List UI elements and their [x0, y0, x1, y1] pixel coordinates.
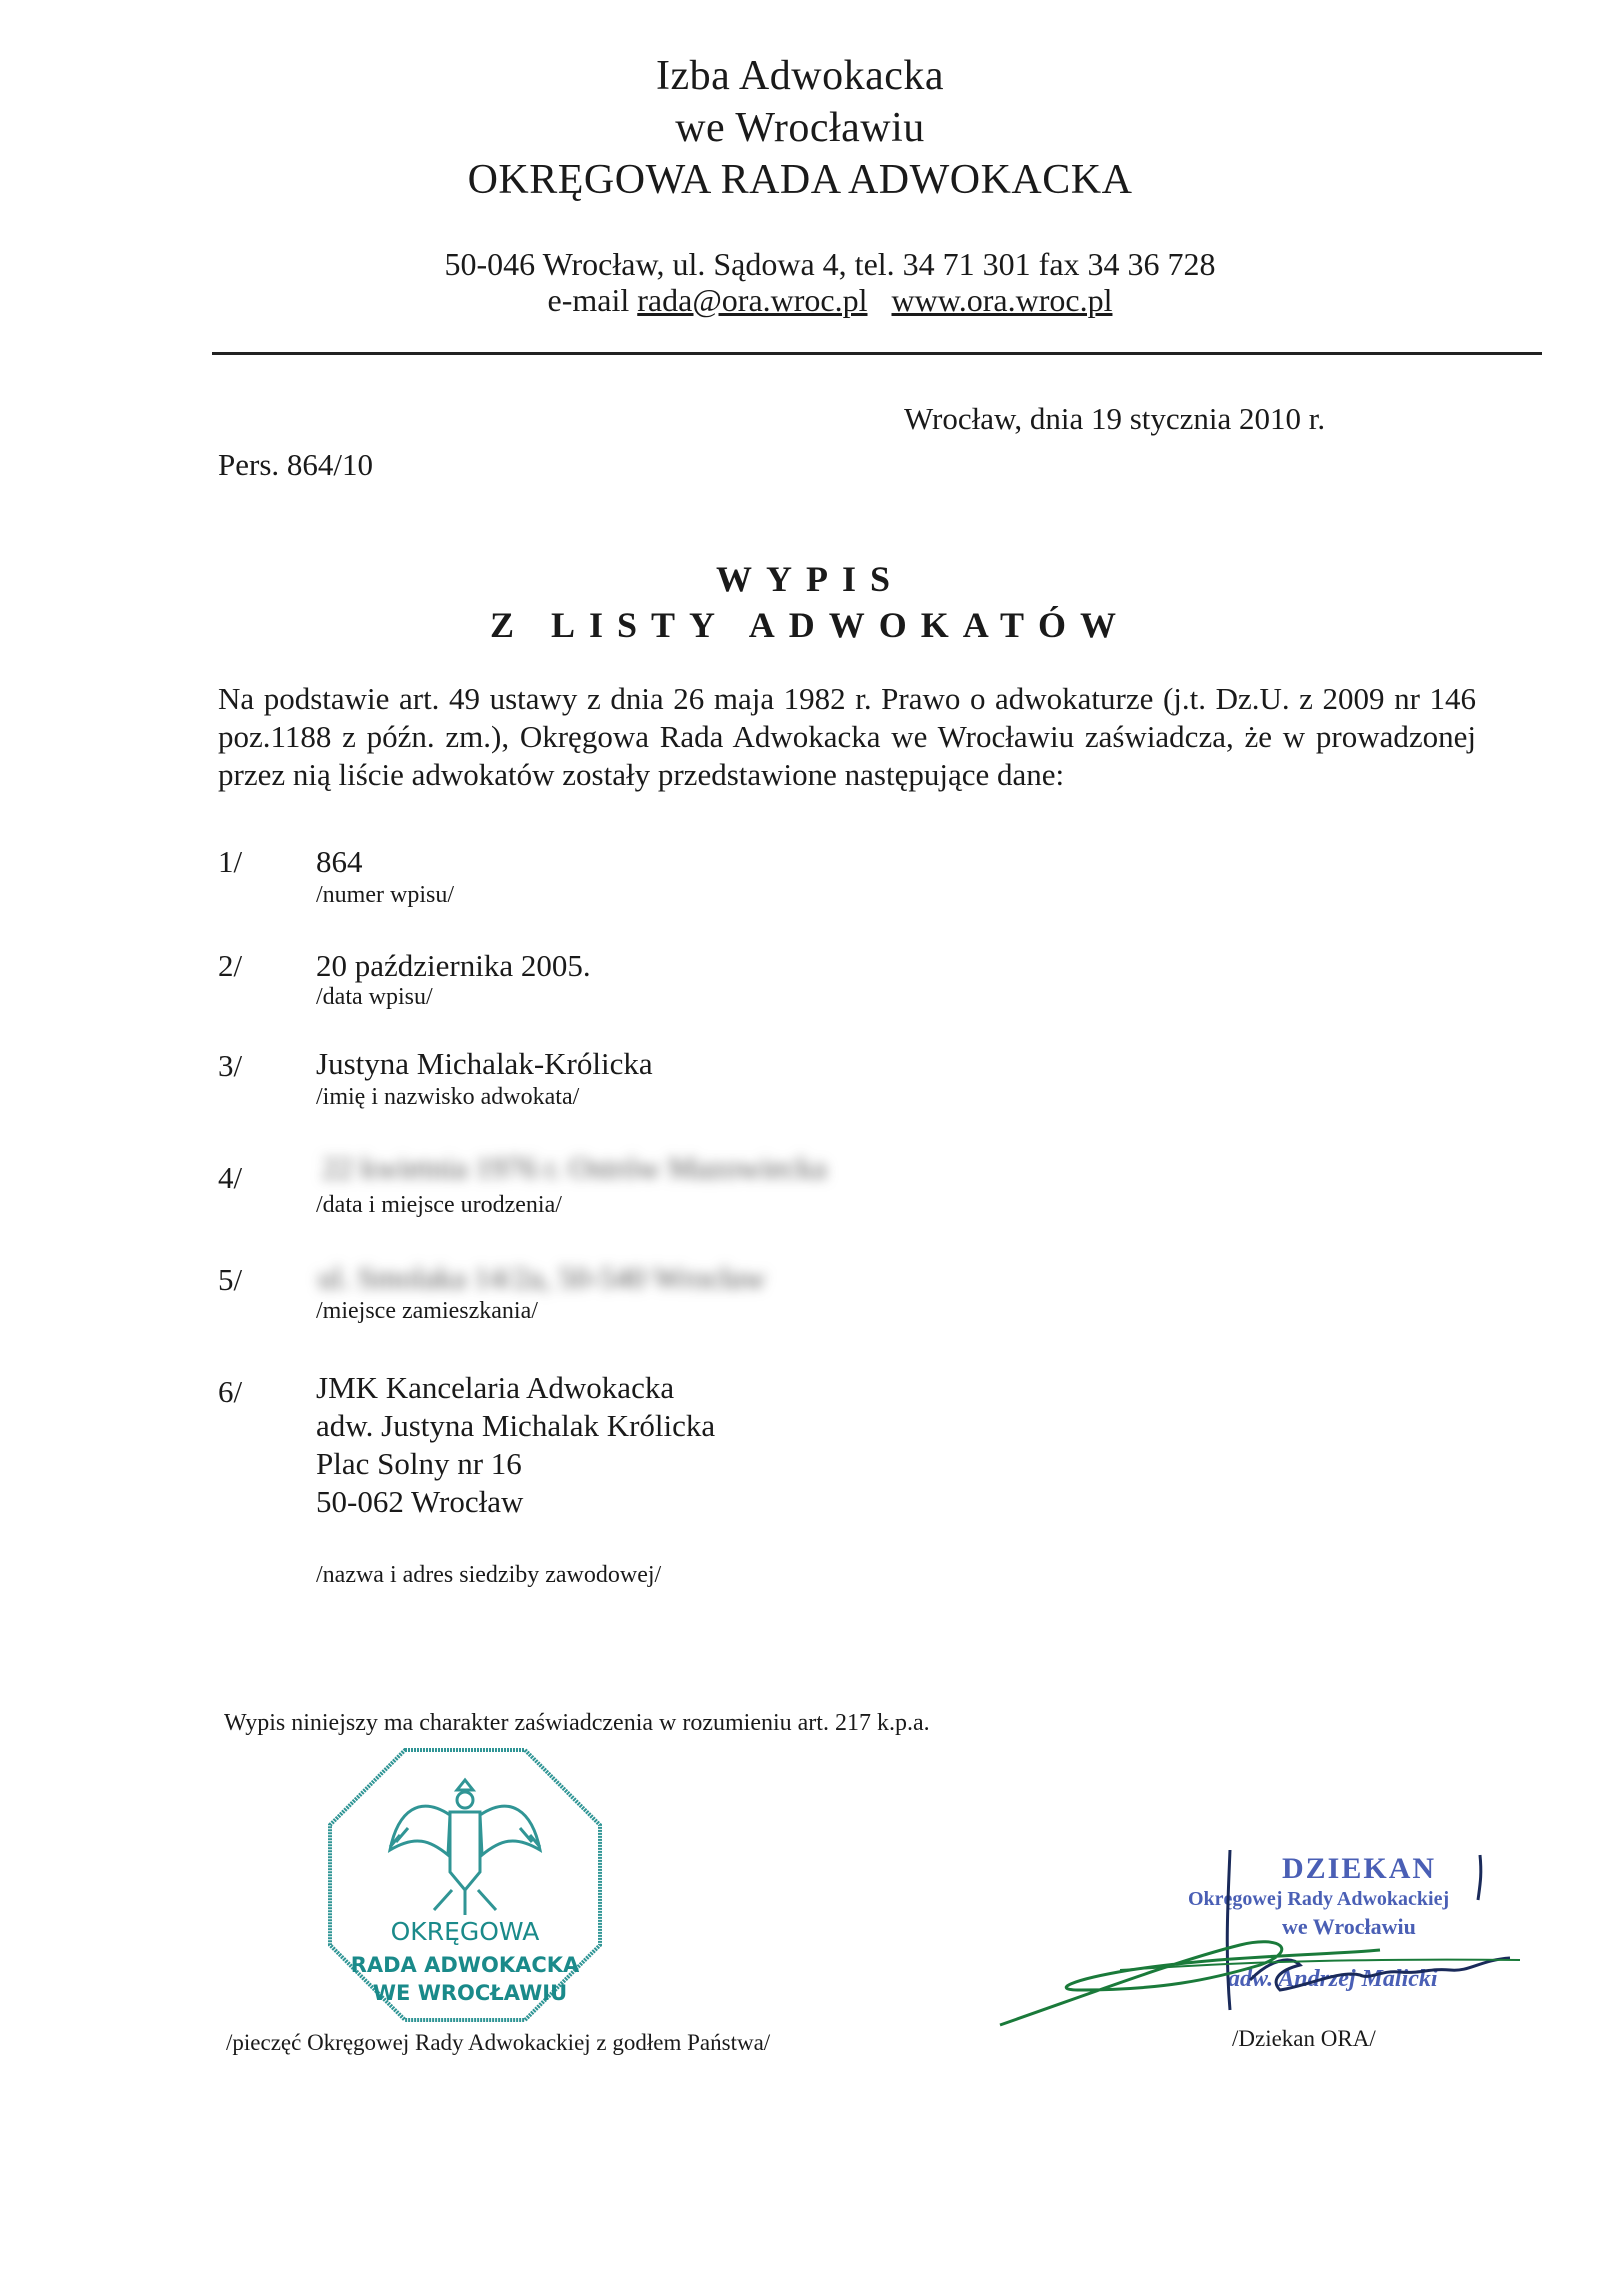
- dean-stamp-line: we Wrocławiu: [1282, 1914, 1416, 1939]
- entry-number: 2/: [218, 948, 243, 983]
- header-address: 50-046 Wrocław, ul. Sądowa 4, tel. 34 71 301 fax 34 36 728: [444, 246, 1216, 282]
- entry-value-line: JMK Kancelaria Adwokacka: [316, 1370, 675, 1405]
- dean-caption: /Dziekan ORA/: [1232, 2026, 1376, 2051]
- document-title: WYPIS: [715, 559, 905, 599]
- dean-stamp-line: Okręgowej Rady Adwokackiej: [1188, 1888, 1450, 1910]
- website-link[interactable]: www.ora.wroc.pl: [891, 282, 1113, 318]
- entry-number: 6/: [218, 1374, 243, 1409]
- email-prefix: e-mail: [547, 282, 630, 318]
- official-stamp: [320, 1740, 610, 2030]
- stamp-caption: /pieczęć Okręgowej Rady Adwokackiej z godłem Państwa/: [226, 2030, 771, 2055]
- entry-value-line: Plac Solny nr 16: [316, 1446, 522, 1481]
- entry-value-redacted: ul. Smolaka 14/2a, 50-540 Wrocław: [318, 1260, 766, 1295]
- header-divider: [212, 352, 1542, 355]
- date-line: Wrocław, dnia 19 stycznia 2010 r.: [904, 401, 1326, 436]
- dean-stamp-title: DZIEKAN: [1282, 1852, 1437, 1885]
- header-contact-line: [30, 282, 1600, 319]
- entry-label: /miejsce zamieszkania/: [316, 1298, 538, 1324]
- entry-value: 864: [316, 844, 363, 879]
- header-city: we Wrocławiu: [675, 105, 925, 151]
- entry-value: 20 października 2005.: [316, 948, 591, 983]
- entry-value: Justyna Michalak-Królicka: [316, 1046, 653, 1081]
- eagle-emblem-icon: [390, 1780, 540, 1915]
- stamp-text-line: RADA ADWOKACKA: [350, 1953, 580, 1977]
- dean-stamp-name: adw. Andrzej Malicki: [1228, 1966, 1438, 1992]
- document-subtitle: Z LISTY ADWOKATÓW: [489, 605, 1131, 645]
- entry-number: 4/: [218, 1160, 243, 1195]
- entry-label: /data wpisu/: [316, 984, 433, 1010]
- header-chamber-name: Izba Adwokacka: [655, 53, 945, 99]
- entry-number: 3/: [218, 1048, 243, 1083]
- entry-label: /numer wpisu/: [316, 882, 454, 908]
- certificate-note: Wypis niniejszy ma charakter zaświadczenia w rozumieniu art. 217 k.p.a.: [224, 1710, 930, 1736]
- entry-label: /nazwa i adres siedziby zawodowej/: [316, 1562, 662, 1588]
- entry-value-line: 50-062 Wrocław: [316, 1484, 524, 1519]
- reference-number: Pers. 864/10: [218, 447, 373, 482]
- entry-value-line: adw. Justyna Michalak Królicka: [316, 1408, 716, 1443]
- email-link[interactable]: rada@ora.wroc.pl: [637, 282, 868, 318]
- intro-paragraph: Na podstawie art. 49 ustawy z dnia 26 maja 1982 r. Prawo o adwokaturze (j.t. Dz.U. z 2009 nr 146 poz.1188 z późn. zm.), Okręgowa Rada Adwokacka we Wrocławiu zaświadcza, że w prowadzonej przez nią liście adwokatów zostały przedstawione następujące dane:: [218, 681, 1476, 792]
- entry-label: /data i miejsce urodzenia/: [316, 1192, 562, 1218]
- entry-number: 5/: [218, 1262, 243, 1297]
- entry-label: /imię i nazwisko adwokata/: [316, 1084, 580, 1110]
- stamp-text-line: OKRĘGOWA: [390, 1917, 540, 1946]
- entry-value-redacted: 22 kwietnia 1976 r. Ostrów Mazowiecka: [322, 1150, 827, 1185]
- entry-number: 1/: [218, 844, 243, 879]
- header-council-name: OKRĘGOWA RADA ADWOKACKA: [467, 157, 1133, 203]
- stamp-text-line: WE WROCŁAWIU: [372, 1981, 568, 2005]
